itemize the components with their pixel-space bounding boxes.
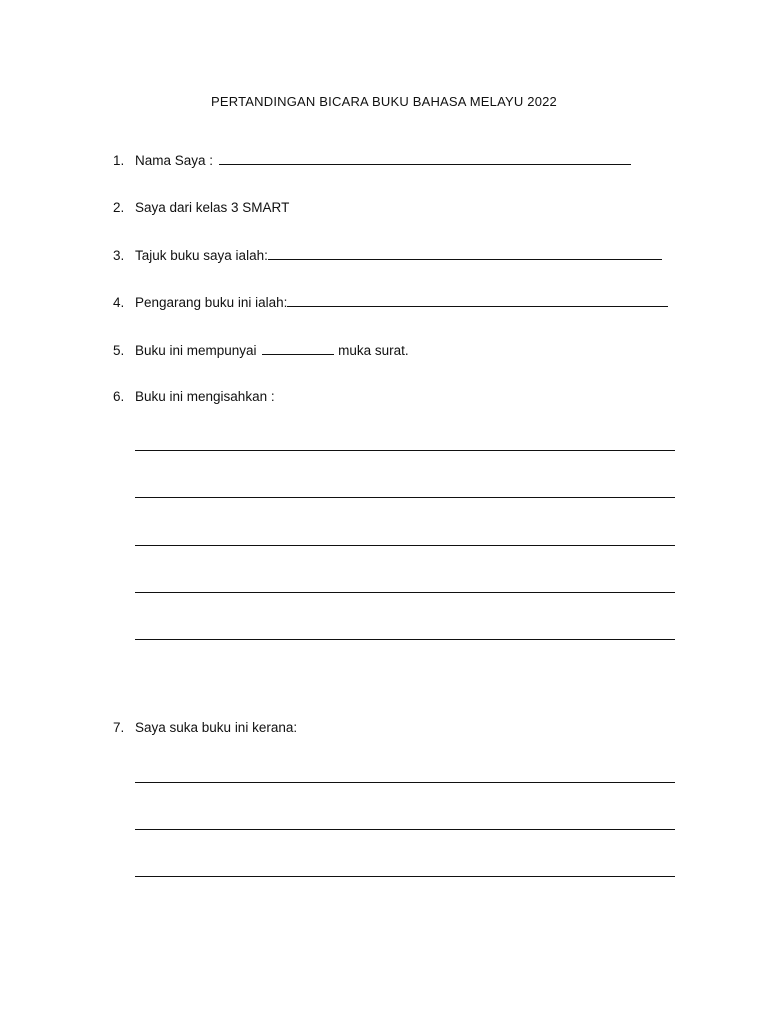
- story-answer-line[interactable]: [135, 592, 675, 593]
- reason-answer-line[interactable]: [135, 829, 675, 830]
- story-answer-line[interactable]: [135, 545, 675, 546]
- book-title-blank-line[interactable]: [268, 247, 662, 260]
- item-number: 1.: [113, 153, 125, 168]
- item-book-title: [113, 247, 662, 263]
- story-answer-line[interactable]: [135, 639, 675, 640]
- item-author: [113, 294, 668, 310]
- item-number: 4.: [113, 295, 125, 310]
- item-story: [113, 389, 275, 404]
- item-pages: [113, 342, 409, 358]
- form-title: PERTANDINGAN BICARA BUKU BAHASA MELAYU 2022: [211, 94, 557, 109]
- item-label: Saya dari kelas 3 SMART: [135, 200, 290, 215]
- item-label: Saya suka buku ini kerana:: [135, 720, 298, 735]
- story-answer-line[interactable]: [135, 450, 675, 451]
- author-blank-line[interactable]: [287, 294, 668, 307]
- pages-blank-line[interactable]: [262, 342, 334, 355]
- reason-answer-line[interactable]: [135, 782, 675, 783]
- item-number: 6.: [113, 389, 125, 404]
- story-answer-line[interactable]: [135, 497, 675, 498]
- item-number: 2.: [113, 200, 125, 215]
- item-label-before: Buku ini mempunyai: [135, 343, 257, 358]
- item-class: [113, 200, 289, 215]
- item-number: 7.: [113, 720, 125, 735]
- item-label: Buku ini mengisahkan :: [135, 389, 275, 404]
- item-name: [113, 152, 631, 168]
- name-blank-line[interactable]: [219, 152, 631, 165]
- item-label: Nama Saya :: [135, 153, 214, 168]
- item-label: Tajuk buku saya ialah:: [135, 248, 268, 263]
- item-number: 3.: [113, 248, 125, 263]
- item-reason: [113, 720, 297, 735]
- reason-answer-line[interactable]: [135, 876, 675, 877]
- item-label-after: muka surat.: [338, 343, 409, 358]
- item-number: 5.: [113, 343, 125, 358]
- item-label: Pengarang buku ini ialah:: [135, 295, 288, 310]
